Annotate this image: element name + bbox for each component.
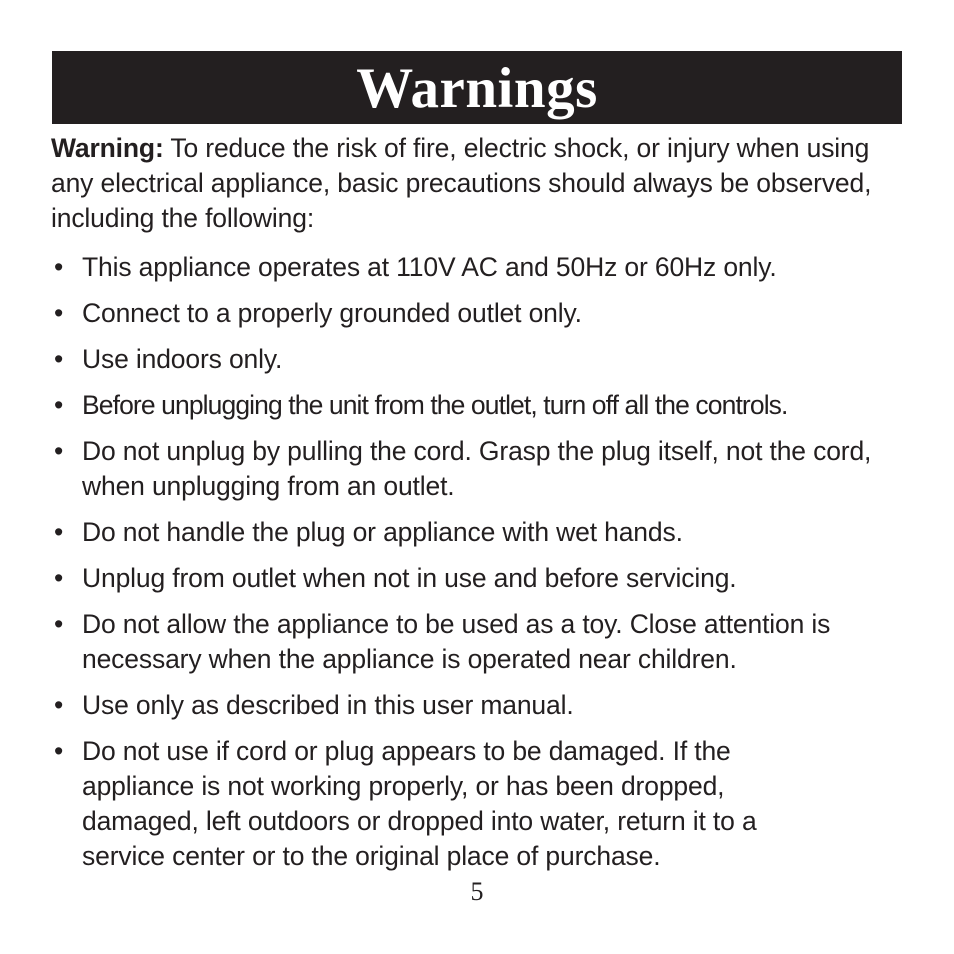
warnings-content bbox=[51, 131, 911, 885]
list-item-text: Do not use if cord or plug appears to be damaged. If the appliance is not working properly, or has been dropped, damaged, left outdoors or dropped into water, return it to a service center or to the original place of purchase. bbox=[82, 736, 757, 871]
list-item-text: Before unplugging the unit from the outlet, turn off all the controls. bbox=[82, 390, 788, 420]
list-item-text: Use only as described in this user manual. bbox=[82, 690, 574, 720]
list-item-text: Unplug from outlet when not in use and before servicing. bbox=[82, 563, 737, 593]
bullet-icon: • bbox=[54, 436, 64, 466]
warning-label: Warning: bbox=[51, 133, 164, 163]
list-item-text: Use indoors only. bbox=[82, 344, 283, 374]
list-item-text: Do not unplug by pulling the cord. Grasp the plug itself, not the cord, when unplugging from an outlet. bbox=[82, 436, 872, 501]
list-item bbox=[51, 388, 911, 423]
list-item bbox=[51, 250, 911, 285]
bullet-icon: • bbox=[54, 252, 64, 282]
list-item bbox=[51, 515, 911, 550]
page-number: 5 bbox=[470, 877, 484, 906]
bullet-icon: • bbox=[54, 609, 64, 639]
list-item bbox=[51, 296, 911, 331]
warning-intro-text: To reduce the risk of fire, electric shock, or injury when using any electrical appliance, basic precautions should always be observed, including the following: bbox=[51, 133, 872, 233]
list-item-text: Connect to a properly grounded outlet only. bbox=[82, 298, 582, 328]
list-item bbox=[51, 561, 911, 596]
bullet-icon: • bbox=[54, 298, 64, 328]
list-item bbox=[51, 734, 911, 874]
bullet-icon: • bbox=[54, 736, 64, 766]
bullet-icon: • bbox=[54, 690, 64, 720]
list-item bbox=[51, 342, 911, 377]
list-item-text: This appliance operates at 110V AC and 50Hz or 60Hz only. bbox=[82, 252, 777, 282]
list-item bbox=[51, 434, 911, 504]
title-banner bbox=[52, 51, 902, 124]
bullet-icon: • bbox=[54, 390, 63, 420]
bullet-icon: • bbox=[54, 563, 64, 593]
list-item bbox=[51, 607, 911, 677]
bullet-icon: • bbox=[54, 517, 64, 547]
list-item bbox=[51, 688, 911, 723]
list-item-text: Do not handle the plug or appliance with wet hands. bbox=[82, 517, 683, 547]
list-item-text: Do not allow the appliance to be used as a toy. Close attention is necessary when the appliance is operated near children. bbox=[82, 609, 831, 674]
warning-intro bbox=[51, 131, 911, 236]
bullet-icon: • bbox=[54, 344, 64, 374]
page-title: Warnings bbox=[356, 57, 598, 120]
warning-list bbox=[51, 250, 911, 874]
